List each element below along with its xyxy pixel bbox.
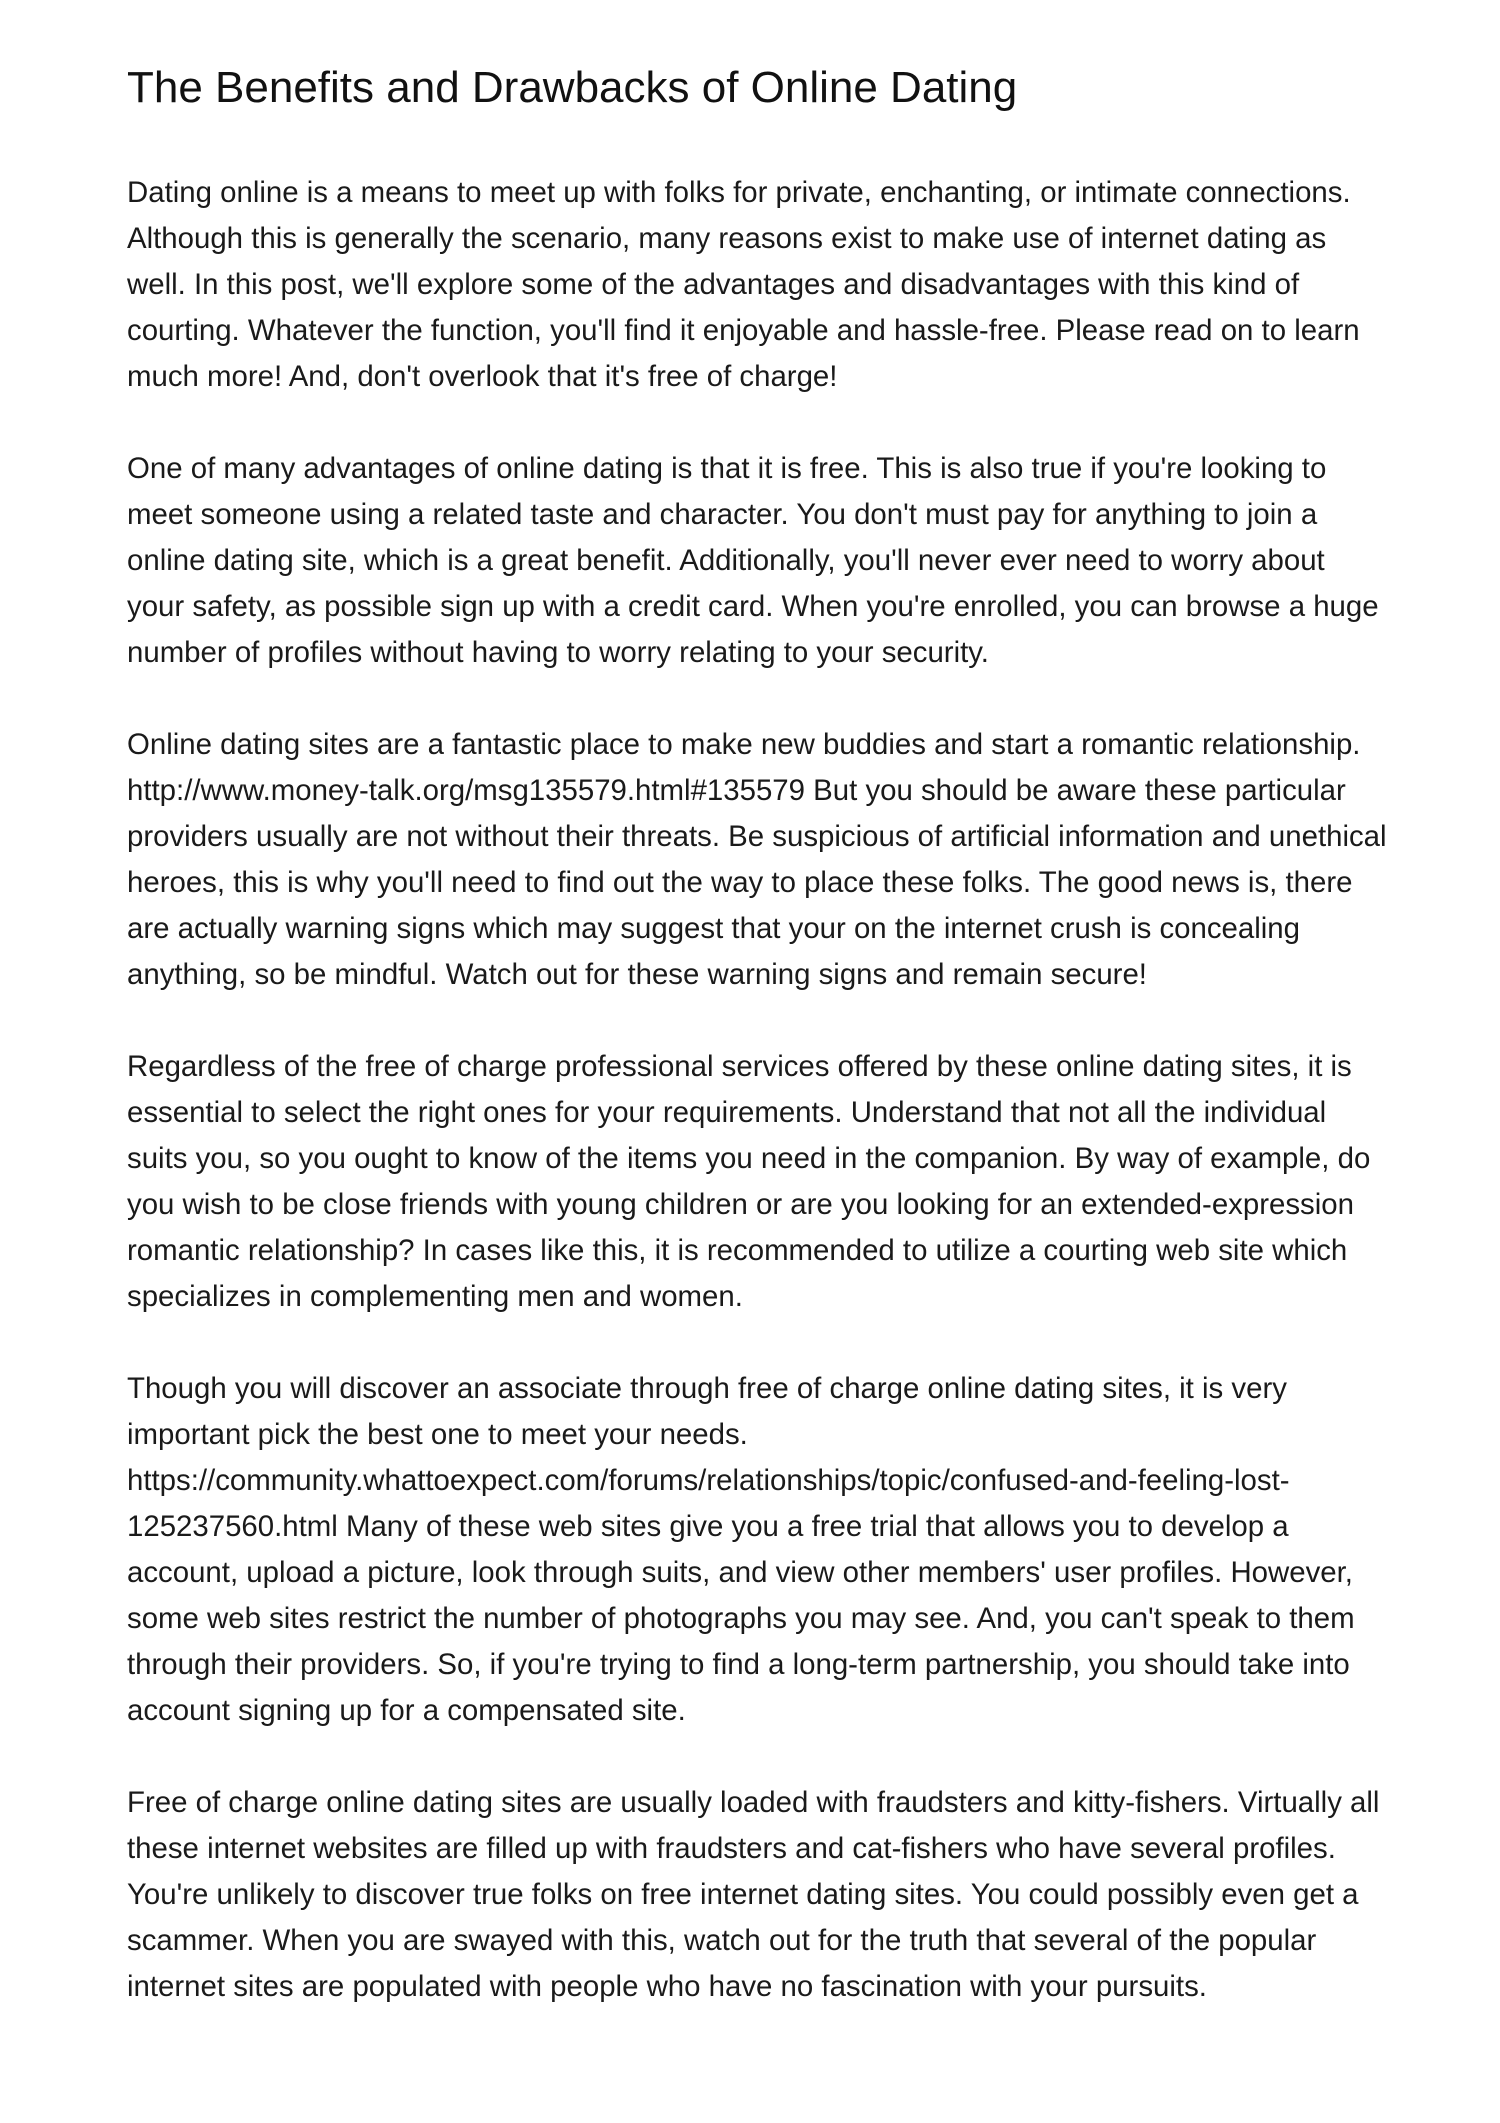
- document-page: [127, 60, 1387, 2056]
- paragraph: One of many advantages of online dating is that it is free. This is also true if you're looking to meet someone using a related taste and character. You don't must pay for anything to join a online dating site, which is a great benefit. Additionally, you'll never ever need to worry about your safety, as possible sign up with a credit card. When you're enrolled, you can browse a huge number of profiles without having to worry relating to your security.: [127, 452, 1379, 669]
- paragraph: Online dating sites are a fantastic place to make new buddies and start a romantic relationship. http://www.money-talk.org/msg135579.html#135579 But you should be aware these particular providers usually are not without their threats. Be suspicious of artificial information and unethical heroes, this is why you'll need to find out the way to place these folks. The good news is, there are actually warning signs which may suggest that your on the internet crush is concealing anything, so be mindful. Watch out for these warning signs and remain secure!: [127, 728, 1387, 991]
- paragraph: Regardless of the free of charge professional services offered by these online dating sites, it is essential to select the right ones for your requirements. Understand that not all the individual suits you, so you ought to know of the items you need in the companion. By way of example, do you wish to be close friends with young children or are you looking for an extended-expression romantic relationship? In cases like this, it is recommended to utilize a courting web site which specializes in complementing men and women.: [127, 1050, 1371, 1313]
- paragraph: Dating online is a means to meet up with folks for private, enchanting, or intimate connections. Although this is generally the scenario, many reasons exist to make use of internet dating as well. In this post, we'll explore some of the advantages and disadvantages with this kind of courting. Whatever the function, you'll find it enjoyable and hassle-free. Please read on to learn much more! And, don't overlook that it's free of charge!: [127, 176, 1360, 393]
- paragraph: Free of charge online dating sites are usually loaded with fraudsters and kitty-fishers. Virtually all these internet websites are filled up with fraudsters and cat-fishers who have several profiles. You're unlikely to discover true folks on free internet dating sites. You could possibly even get a scammer. When you are swayed with this, watch out for the truth that several of the popular internet sites are populated with people who have no fascination with your pursuits.: [127, 1786, 1380, 2003]
- paragraph: Though you will discover an associate through free of charge online dating sites, it is very important pick the best one to meet your needs. https://community.whattoexpect.com/forums/relationships/topic/confused-and-feeling-lost-125237560.html Many of these web sites give you a free trial that allows you to develop a account, upload a picture, look through suits, and view other members' user profiles. However, some web sites restrict the number of photographs you may see. And, you can't speak to them through their providers. So, if you're trying to find a long-term partnership, you should take into account signing up for a compensated site.: [127, 1372, 1355, 1727]
- document-title: The Benefits and Drawbacks of Online Dating: [127, 63, 1018, 112]
